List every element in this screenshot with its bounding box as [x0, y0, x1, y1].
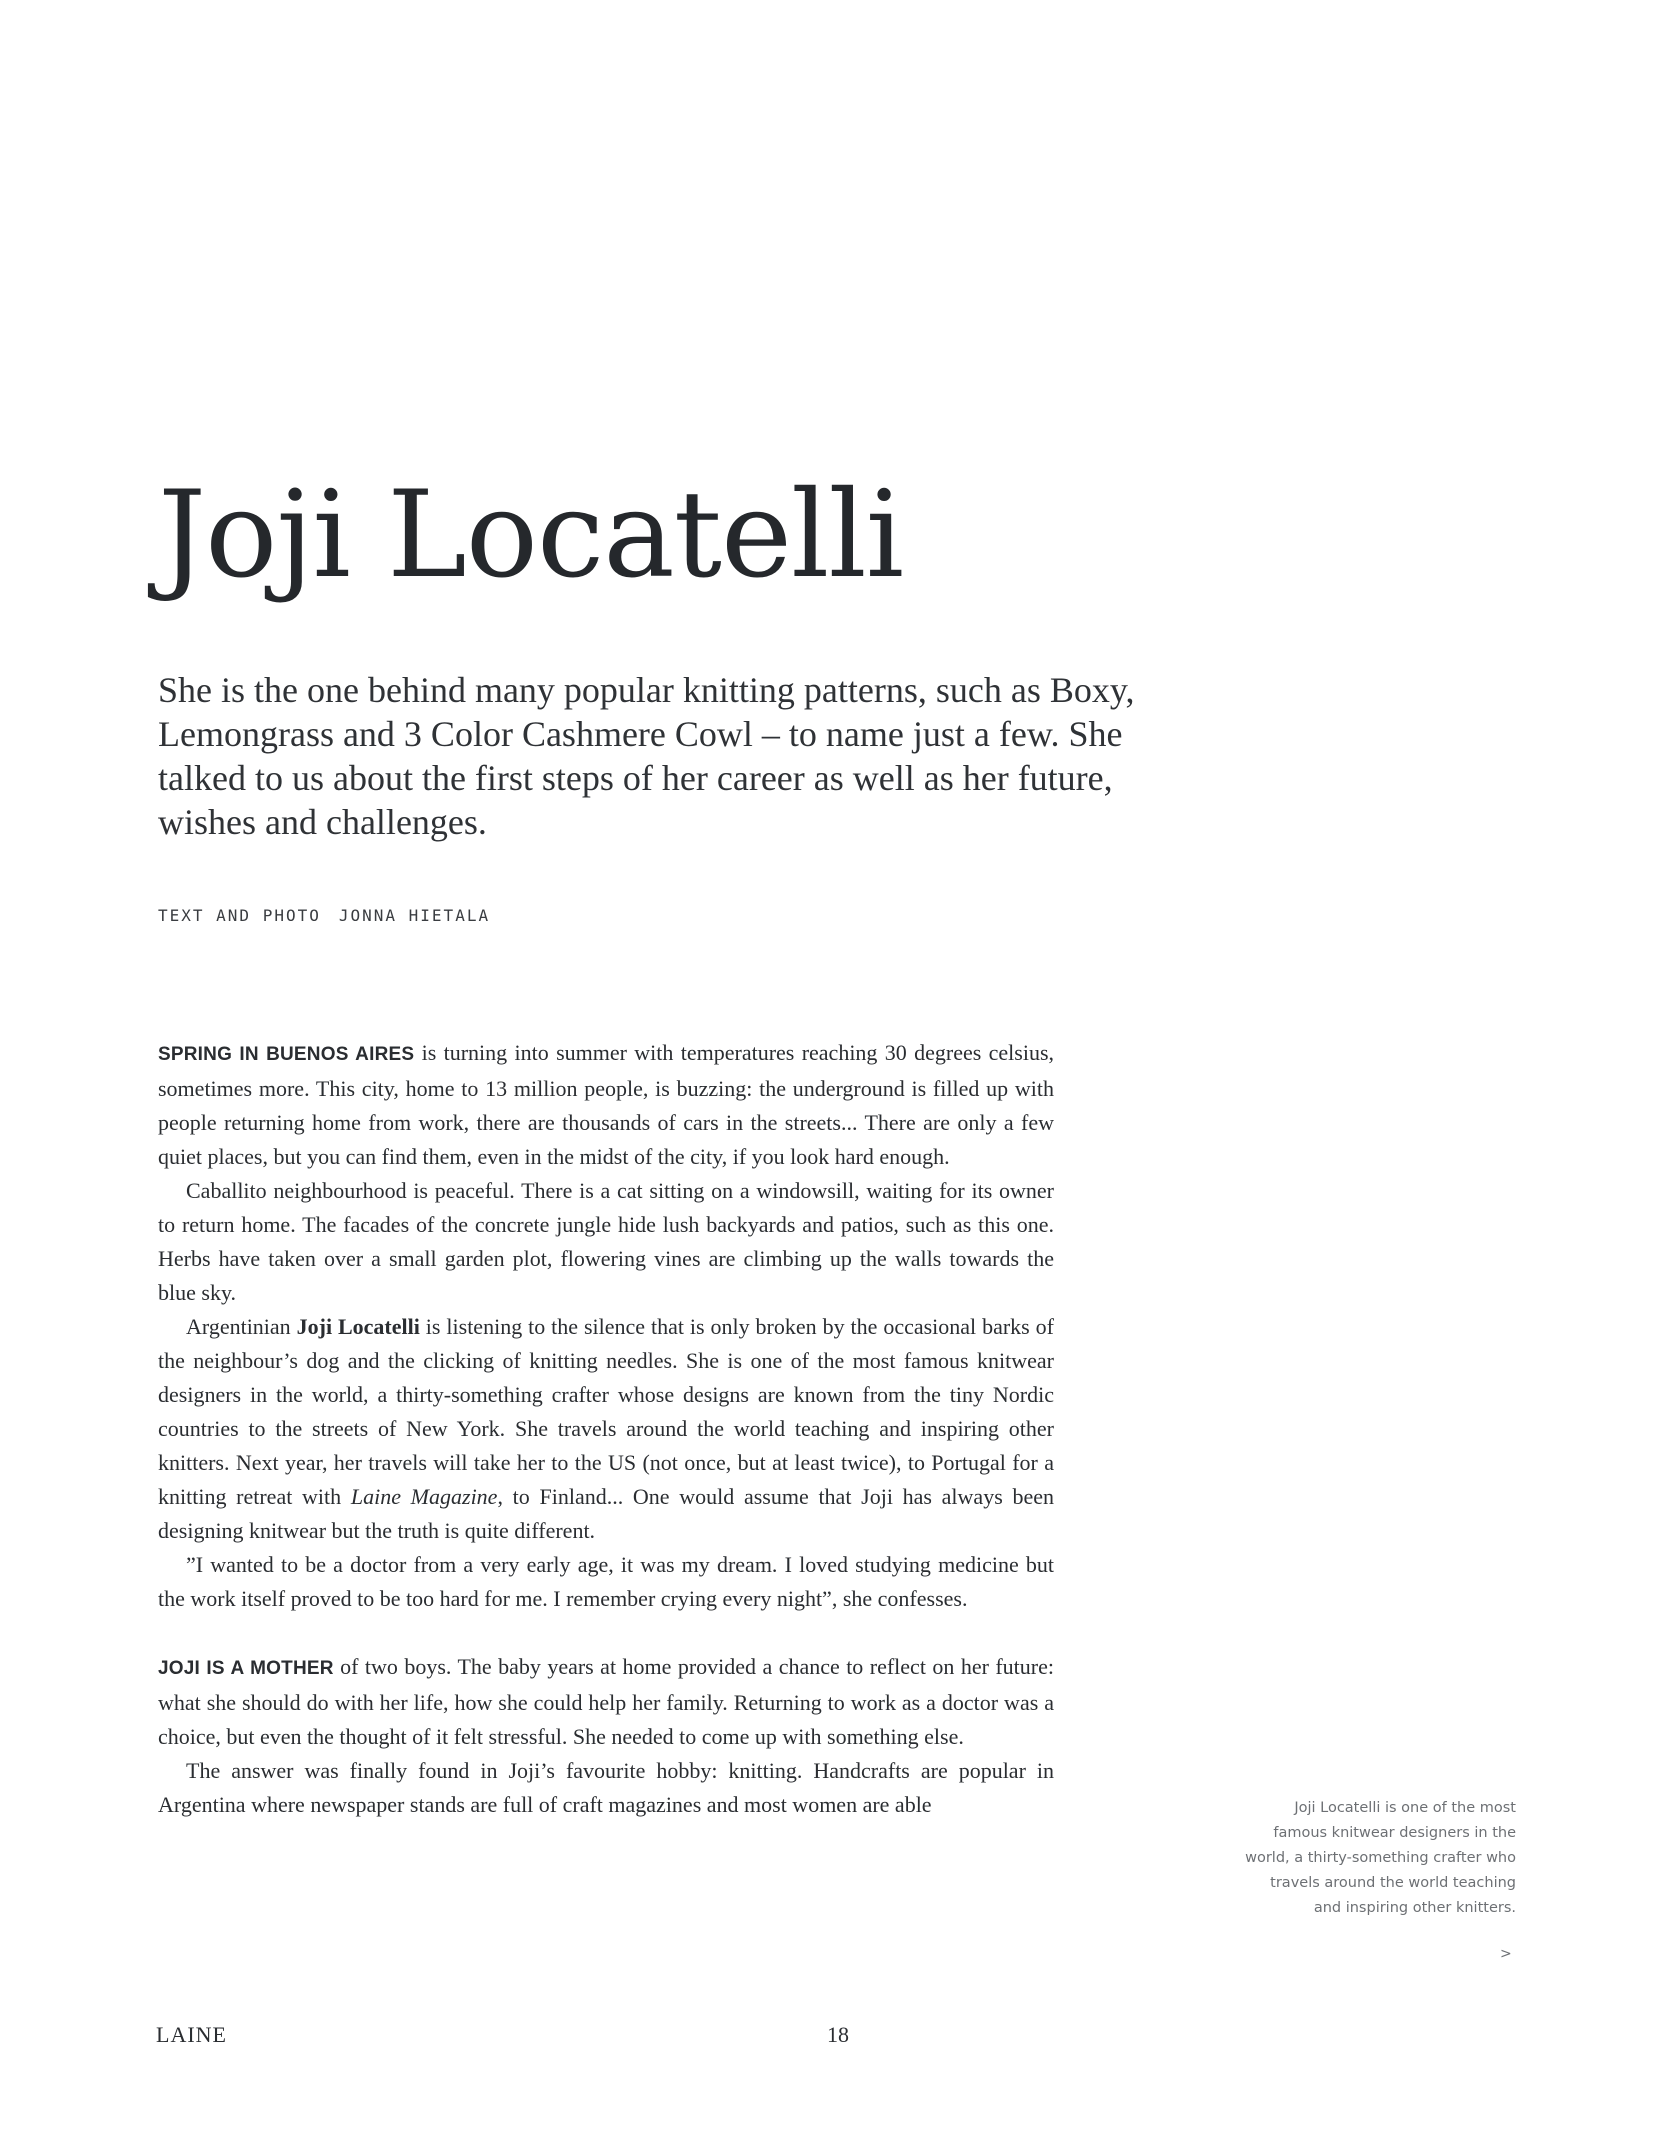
body-text-run: , to Finland... One would assume that Joji has always been designing knitwear but the truth is quite different.: [158, 1484, 1054, 1543]
page-number: 18: [827, 2022, 849, 2047]
body-text-run: Caballito neighbourhood is peaceful. There is a cat sitting on a windowsill, waiting for its owner to return home. The facades of the concrete jungle hide lush backyards and patios, such as this one. Herbs have taken over a small garden plot, flowering vines are climbing up the walls towards the blue sky.: [158, 1178, 1054, 1305]
article-title: Joji Locatelli: [158, 466, 904, 605]
body-paragraph: [158, 1036, 1054, 1174]
body-paragraph: [158, 1174, 1054, 1310]
article-lede: She is the one behind many popular knitting patterns, such as Boxy, Lemongrass and 3 Color Cashmere Cowl – to name just a few. She talked to us about the first steps of her career as well as her future, wishes and challenges.: [158, 670, 1135, 842]
body-paragraph: [158, 1548, 1054, 1616]
byline: [158, 906, 490, 925]
lead-in-spring: SPRING IN BUENOS AIRES: [158, 1044, 415, 1065]
body-paragraph: [158, 1754, 1054, 1822]
body-text-run: ”I wanted to be a doctor from a very early age, it was my dream. I loved studying medicine but the work itself proved to be too hard for me. I remember crying every night”, she confesses.: [158, 1552, 1054, 1611]
body-text-run: is listening to the silence that is only broken by the occasional barks of the neighbour’s dog and the clicking of knitting needles. She is one of the most famous knitwear designers in the world, a thirty-something crafter whose designs are known from the tiny Nordic countries to the streets of New York. She travels around the world teaching and inspiring other knitters. Next year, her travels will take her to the US (not once, but at least twice), to Portugal for a knitting retreat with: [158, 1314, 1055, 1509]
body-paragraph: [158, 1650, 1054, 1754]
continue-arrow-icon: >: [1500, 1946, 1512, 1962]
body-paragraph: [158, 1310, 1054, 1548]
body-text-run: of two boys. The baby years at home provided a chance to reflect on her future: what she should do with her life, how she could help her family. Returning to work as a doctor was a choice, but even the thought of it felt stressful. She needed to come up with something else.: [158, 1654, 1055, 1749]
body-text-run: Argentinian: [186, 1314, 297, 1339]
magazine-title: Laine Magazine: [350, 1484, 498, 1509]
body-text-run: is turning into summer with temperatures reaching 30 degrees celsius, sometimes more. This city, home to 13 million people, is buzzing: the underground is filled up with people returning home from work, there are thousands of cars in the streets... There are only a few quiet places, but you can find them, even in the midst of the city, if you look hard enough.: [158, 1040, 1055, 1169]
credit-name: JONNA HIETALA: [338, 906, 491, 925]
footer-magazine-name: LAINE: [156, 2022, 227, 2047]
body-text-run: The answer was finally found in Joji’s favourite hobby: knitting. Handcrafts are popular in Argentina where newspaper stands are full of craft magazines and most women are able: [158, 1758, 1054, 1817]
designer-name: Joji Locatelli: [296, 1314, 420, 1339]
pull-quote: Joji Locatelli is one of the most famous knitwear designers in the world, a thirty-something crafter who travels around the world teaching and inspiring other knitters.: [1245, 1800, 1516, 1916]
article-body: [158, 1036, 1054, 1822]
credit-label: TEXT AND PHOTO: [158, 906, 321, 925]
lead-in-mother: JOJI IS A MOTHER: [158, 1658, 334, 1679]
